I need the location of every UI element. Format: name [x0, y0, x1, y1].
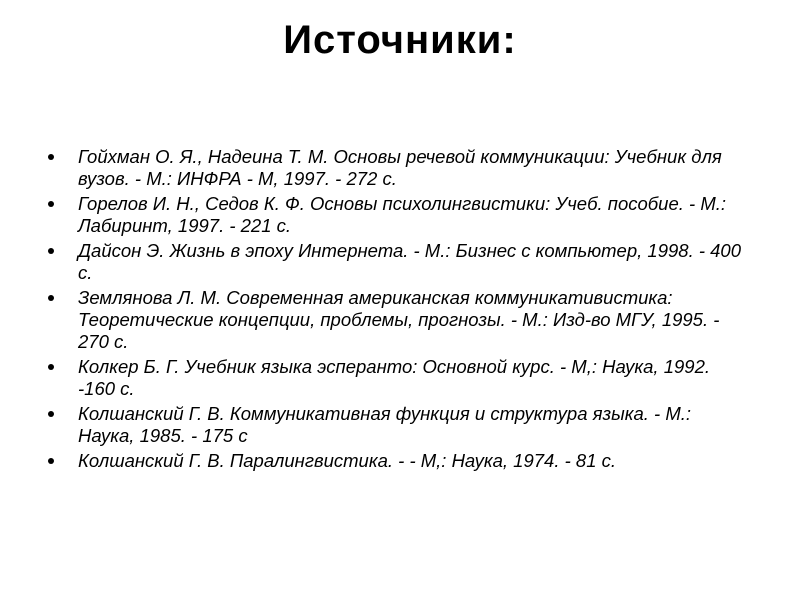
source-item	[48, 240, 748, 284]
source-item	[48, 403, 748, 447]
source-item	[48, 450, 748, 472]
source-item	[48, 193, 748, 237]
bullet-icon	[48, 364, 54, 370]
source-text: Гойхман О. Я., Надеина Т. М. Основы речевой коммуникации: Учебник для вузов. - М.: ИНФРА - М, 1997. - 272 с.	[78, 146, 722, 189]
source-text: Колшанский Г. В. Паралингвистика. - - М,: Наука, 1974. - 81 с.	[78, 450, 617, 471]
source-text: Землянова Л. М. Современная американская коммуникативистика: Теоретические концепции, проблемы, прогнозы. - М.: Изд-во МГУ, 1995. - 270 с.	[78, 287, 720, 352]
bullet-icon	[48, 248, 54, 254]
source-item	[48, 356, 748, 400]
source-item	[48, 146, 748, 190]
bullet-icon	[48, 295, 54, 301]
bullet-icon	[48, 201, 54, 207]
slide-title: Источники:	[283, 18, 517, 62]
source-text: Колшанский Г. В. Коммуникативная функция и структура языка. - М.: Наука, 1985. - 175 с	[78, 403, 692, 446]
source-text: Горелов И. Н., Седов К. Ф. Основы психолингвистики: Учеб. пособие. - М.: Лабиринт, 1997. - 221 с.	[78, 193, 727, 236]
bullet-icon	[48, 154, 54, 160]
source-item	[48, 287, 748, 353]
bullet-icon	[48, 458, 54, 464]
source-text: Колкер Б. Г. Учебник языка эсперанто: Основной курс. - М,: Наука, 1992. -160 с.	[78, 356, 711, 399]
bullet-icon	[48, 411, 54, 417]
sources-list	[48, 146, 748, 475]
source-text: Дайсон Э. Жизнь в эпоху Интернета. - М.: Бизнес с компьютер, 1998. - 400 с.	[78, 240, 742, 283]
